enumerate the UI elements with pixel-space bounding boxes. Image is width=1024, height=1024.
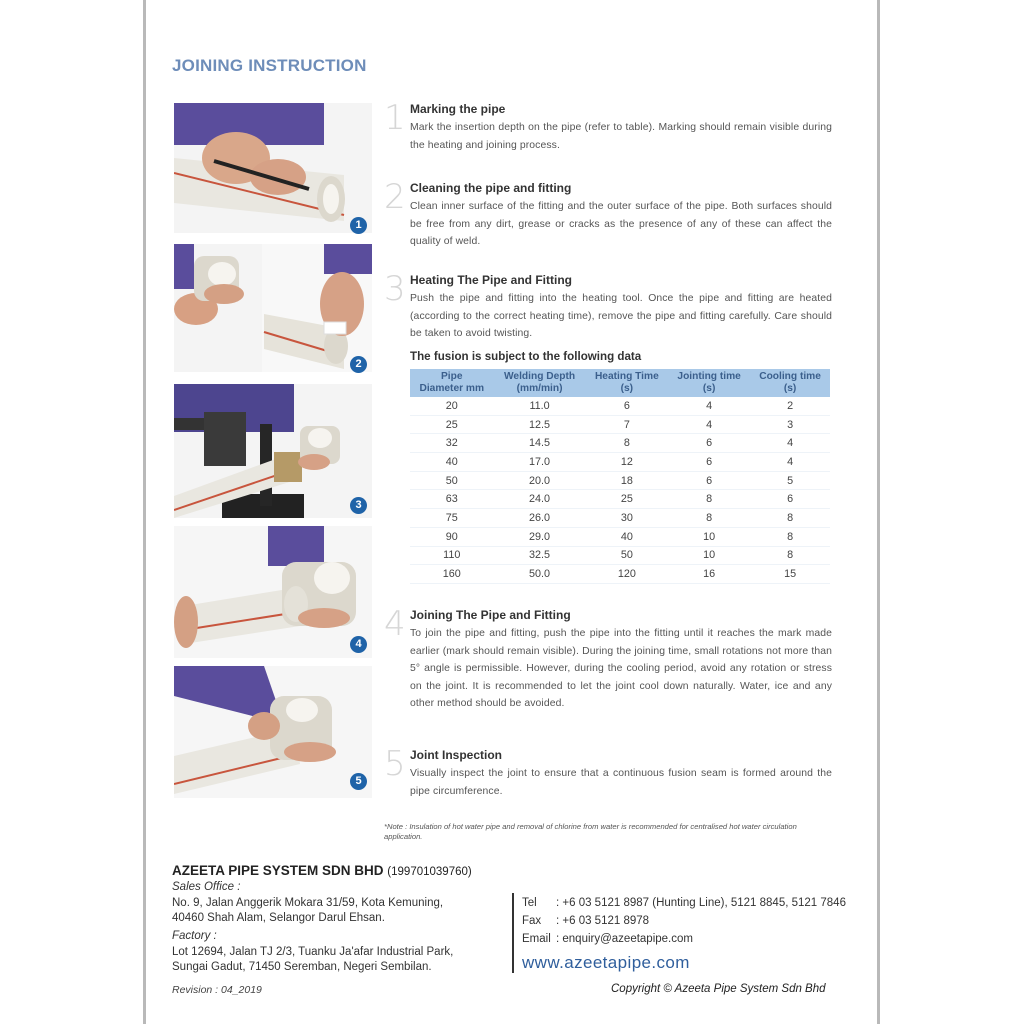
photo-joint-inspection (174, 666, 372, 798)
step-badge-2: 2 (350, 356, 367, 373)
table-row: 90 29.0 40 10 8 (410, 527, 830, 546)
page-title: JOINING INSTRUCTION (172, 56, 367, 75)
table-row: 63 24.0 25 8 6 (410, 490, 830, 509)
fax-line (522, 915, 649, 927)
table-row: 75 26.0 30 8 8 (410, 509, 830, 528)
column-header: Heating Time (s) (586, 369, 669, 397)
step-title: Joining The Pipe and Fitting (410, 608, 571, 622)
step-title: Cleaning the pipe and fitting (410, 181, 572, 195)
email-line (522, 933, 693, 945)
column-header: Cooling time (s) (750, 369, 830, 397)
step-badge-1: 1 (350, 217, 367, 234)
photo-joining-pipe (174, 526, 372, 658)
step-number: 5 (384, 744, 406, 784)
column-header: Pipe Diameter mm (410, 369, 494, 397)
telephone-label: Tel (522, 897, 537, 909)
sales-office-address-line-2: 40460 Shah Alam, Selangor Darul Ehsan. (172, 912, 385, 924)
telephone-value: : +6 03 5121 8987 (Hunting Line), 5121 8845, 5121 7846 (556, 897, 846, 909)
sales-office-address-line-1: No. 9, Jalan Anggerik Mokara 31/59, Kota Kemuning, (172, 897, 444, 909)
left-border-line (143, 0, 146, 1024)
table-row: 32 14.5 8 6 4 (410, 434, 830, 453)
step-description: Clean inner surface of the fitting and the outer surface of the pipe. Both surfaces should be free from any dirt, grease or cracks as the presence of any of these can affect the quality of weld. (410, 201, 832, 247)
company-name (172, 863, 472, 878)
step-badge-4: 4 (350, 636, 367, 653)
telephone-line (522, 897, 846, 909)
step-title: Heating The Pipe and Fitting (410, 273, 572, 287)
footer-divider (512, 893, 514, 973)
step-description: Mark the insertion depth on the pipe (refer to table). Marking should remain visible during the heating and joining process. (410, 122, 832, 151)
table-row: 50 20.0 18 6 5 (410, 471, 830, 490)
fax-value: : +6 03 5121 8978 (556, 915, 650, 927)
photo-marking-pipe (174, 103, 372, 233)
step-description: Visually inspect the joint to ensure that a continuous fusion seam is formed around the pipe circumference. (410, 768, 832, 797)
email-label: Email (522, 933, 551, 945)
factory-label: Factory : (172, 930, 217, 942)
table-row: 160 50.0 120 16 15 (410, 565, 830, 584)
step-number: 3 (384, 269, 406, 309)
step-description: To join the pipe and fitting, push the pipe into the fitting until it reaches the mark made earlier (mark should remain visible). During the joining time, small rotations not more than 5° angle is permissible. However, during the cooling period, avoid any rotation or stress on the joint. It is recommended to let the joint cool down naturally. Water, ice and any other method should be avoided. (410, 628, 832, 709)
revision-label: Revision : 04_2019 (172, 984, 262, 996)
column-header: Welding Depth (mm/min) (494, 369, 586, 397)
step-description: Push the pipe and fitting into the heating tool. Once the pipe and fitting are heated (according to the correct heating time), remove the pipe and fitting carefully. Care should be taken to avoid twisting. (410, 293, 832, 339)
fax-label: Fax (522, 915, 542, 927)
factory-address-line-2: Sungai Gadut, 71450 Seremban, Negeri Sembilan. (172, 961, 432, 973)
right-border-line (877, 0, 880, 1024)
table-row: 25 12.5 7 4 3 (410, 415, 830, 434)
company-title: AZEETA PIPE SYSTEM SDN BHD (172, 863, 384, 878)
fusion-table-heading: The fusion is subject to the following data (410, 350, 642, 363)
step-title: Marking the pipe (410, 102, 506, 116)
table-row: 20 11.0 6 4 2 (410, 397, 830, 415)
website-link[interactable]: www.azeetapipe.com (522, 953, 690, 972)
step-title: Joint Inspection (410, 748, 503, 762)
step-number: 1 (384, 98, 406, 138)
copyright-notice: Copyright © Azeeta Pipe System Sdn Bhd (611, 983, 826, 995)
column-header: Jointing time (s) (668, 369, 750, 397)
sales-office-label: Sales Office : (172, 881, 241, 893)
table-row: 110 32.5 50 10 8 (410, 546, 830, 565)
fusion-data-table (410, 369, 830, 584)
photo-heating-tool (174, 384, 372, 518)
photo-cleaning-pipe (174, 244, 372, 372)
email-value: : enquiry@azeetapipe.com (556, 933, 693, 945)
table-row: 40 17.0 12 6 4 (410, 453, 830, 472)
step-badge-5: 5 (350, 773, 367, 790)
step-badge-3: 3 (350, 497, 367, 514)
table-header-row (410, 369, 830, 397)
company-registration: (199701039760) (387, 866, 472, 878)
factory-address-line-1: Lot 12694, Jalan TJ 2/3, Tuanku Ja'afar Industrial Park, (172, 946, 454, 958)
step-number: 2 (384, 177, 406, 217)
step-number: 4 (384, 604, 406, 644)
footnote: *Note : Insulation of hot water pipe and removal of chlorine from water is recommended for centralised hot water circulation application. (384, 822, 797, 841)
